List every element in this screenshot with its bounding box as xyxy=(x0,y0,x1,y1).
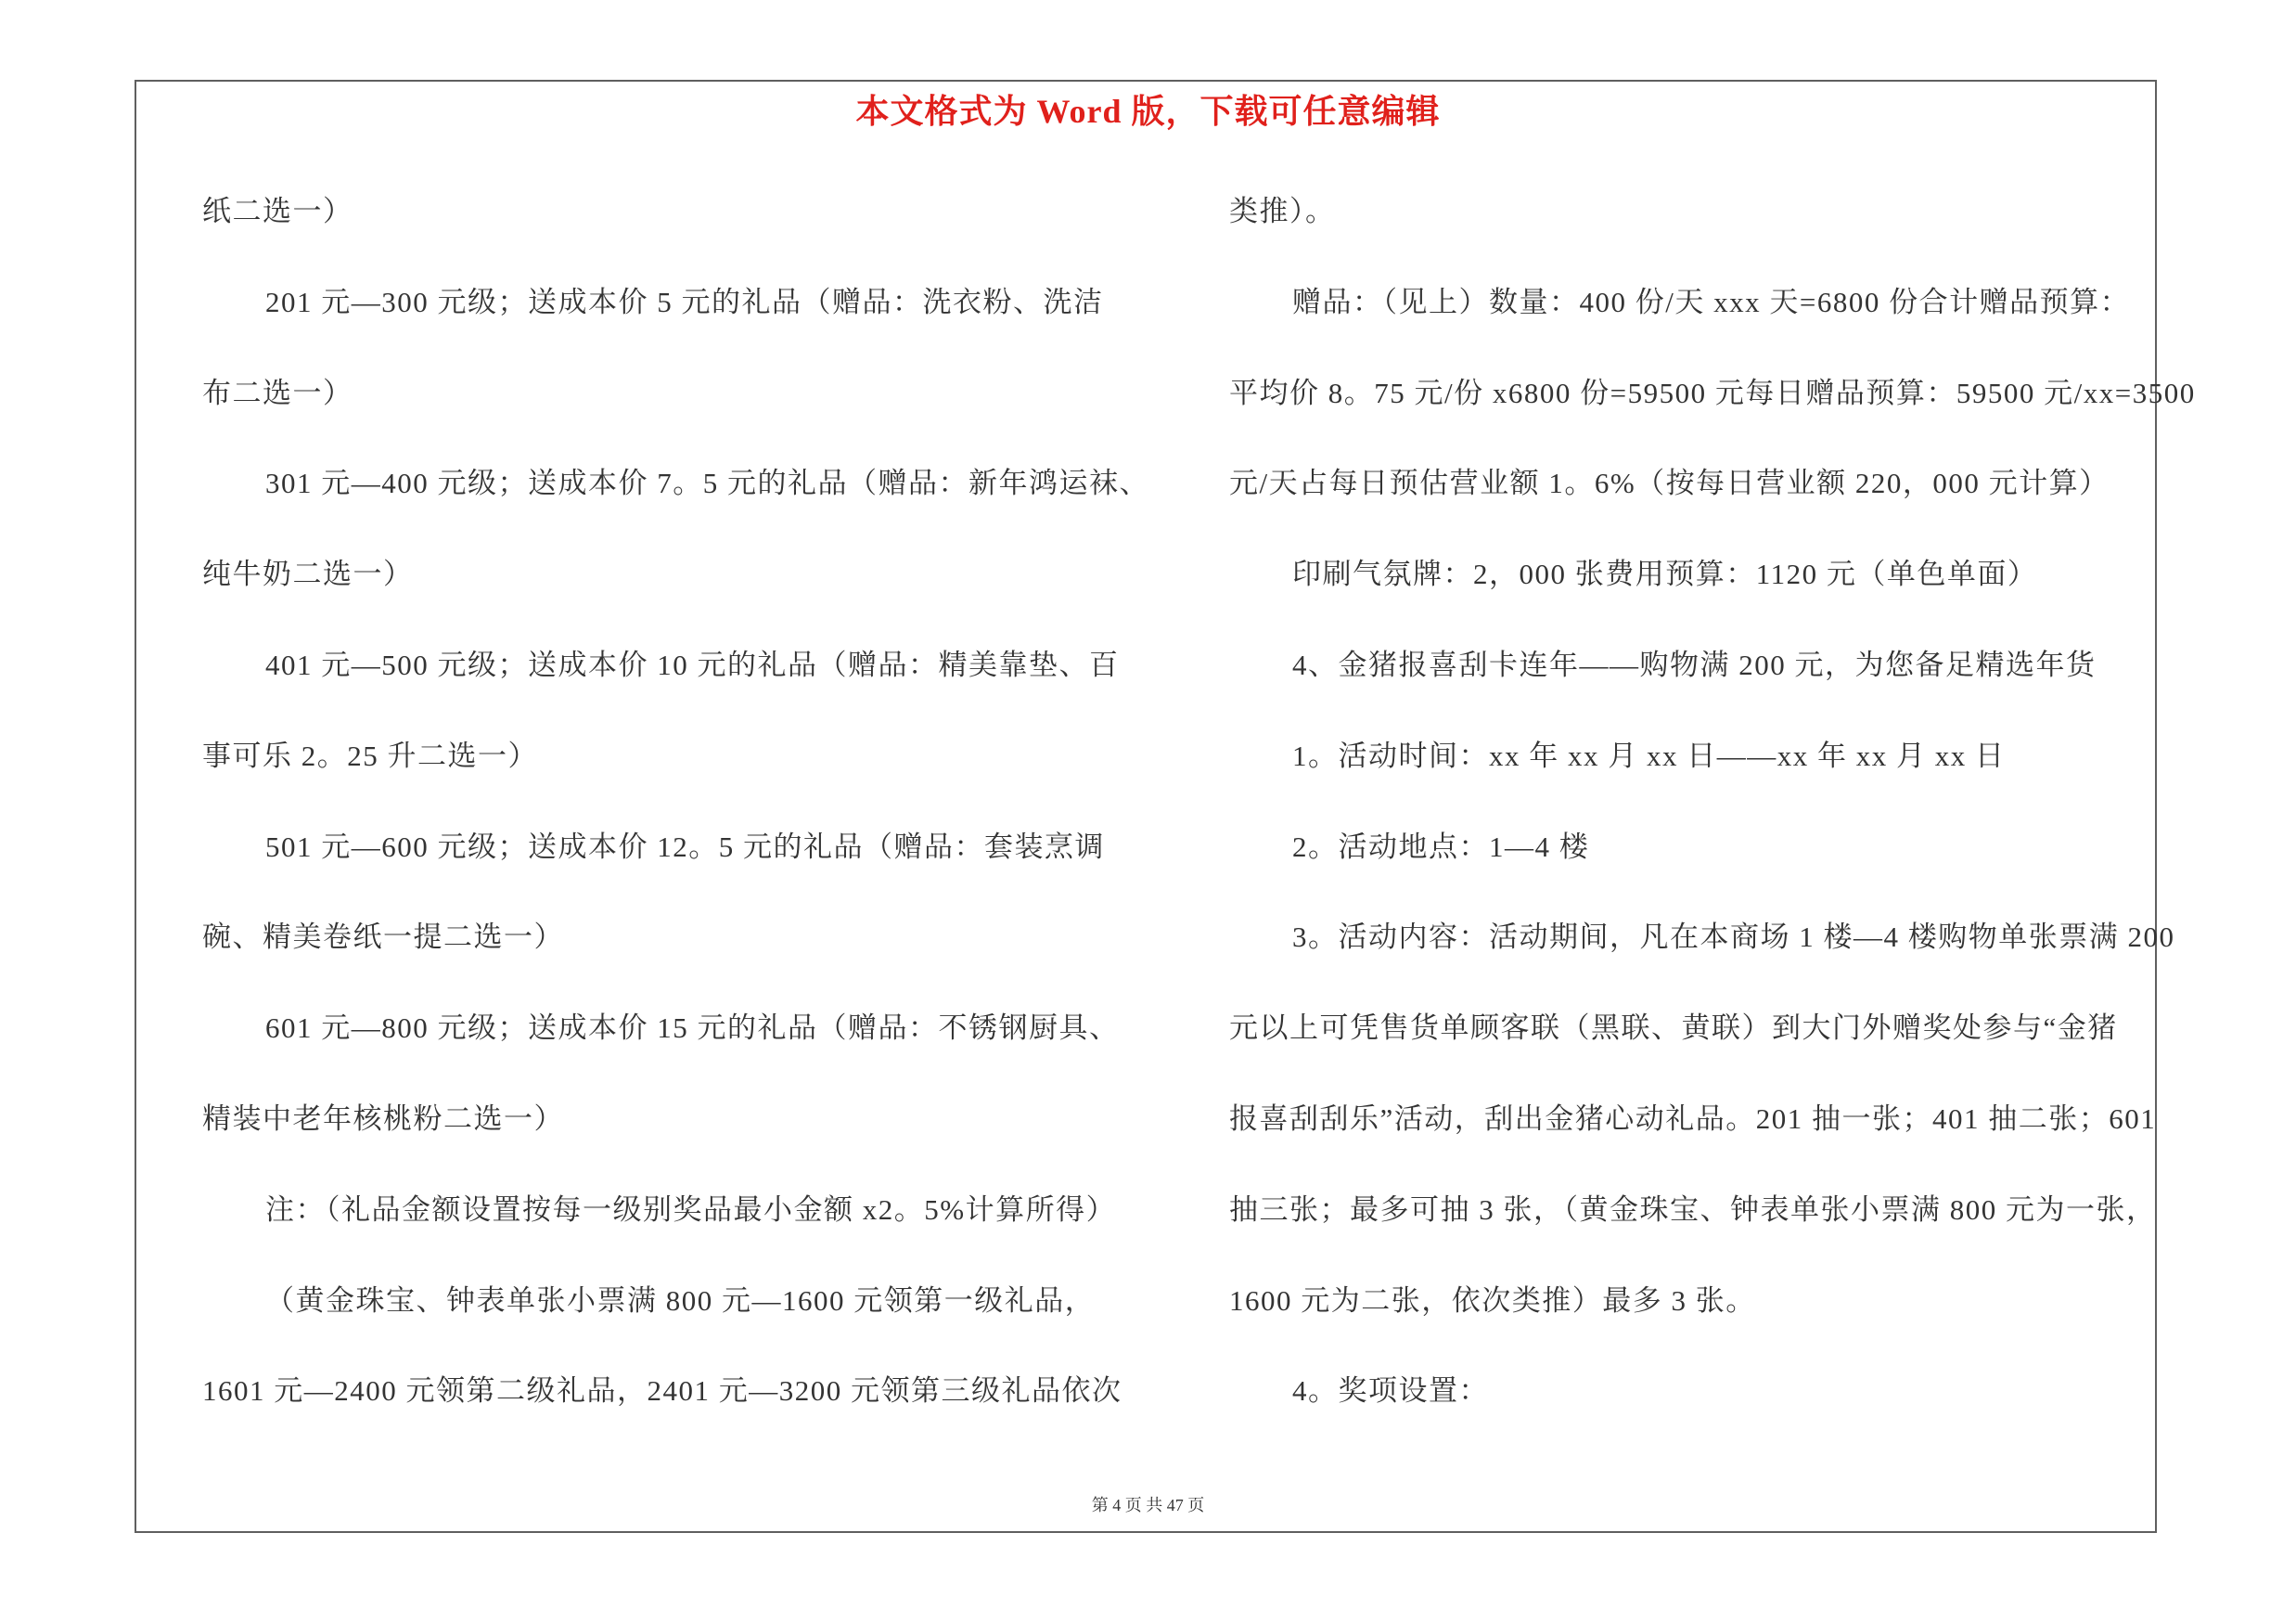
header-banner: 本文格式为 Word 版，下载可任意编辑 xyxy=(855,93,1441,130)
paragraph-line: 赠品：（见上）数量：400 份/天 xxx 天=6800 份合计赠品预算： xyxy=(1292,285,2131,318)
left-column xyxy=(202,184,1167,1454)
paragraph-line: 1600 元为二张，依次类推）最多 3 张。 xyxy=(1229,1283,1756,1317)
paragraph-line: （黄金珠宝、钟表单张小票满 800 元—1600 元领第一级礼品， xyxy=(265,1283,1096,1317)
paragraph-line: 印刷气氛牌：2，000 张费用预算：1120 元（单色单面） xyxy=(1292,558,2038,591)
paragraph-line: 2。活动地点：1—4 楼 xyxy=(1292,830,1590,863)
paragraph-line: 抽三张；最多可抽 3 张，（黄金珠宝、钟表单张小票满 800 元为一张， xyxy=(1229,1192,2157,1226)
paragraph-line: 元/天占每日预估营业额 1。6%（按每日营业额 220，000 元计算） xyxy=(1229,467,2110,500)
paragraph-line: 纯牛奶二选一） xyxy=(202,558,414,591)
paragraph-line: 3。活动内容：活动期间，凡在本商场 1 楼—4 楼购物单张票满 200 xyxy=(1292,921,2175,954)
paragraph-line: 201 元—300 元级；送成本价 5 元的礼品（赠品：洗衣粉、洗洁 xyxy=(265,285,1104,318)
paragraph-line: 报喜刮刮乐”活动，刮出金猪心动礼品。201 抽一张；401 抽二张；601 xyxy=(1229,1101,2157,1135)
paragraph-line: 元以上可凭售货单顾客联（黑联、黄联）到大门外赠奖处参与“金猪 xyxy=(1229,1011,2118,1045)
paragraph-line: 1。活动时间：xx 年 xx 月 xx 日——xx 年 xx 月 xx 日 xyxy=(1292,739,2006,772)
paragraph-line: 碗、精美卷纸一提二选一） xyxy=(202,921,564,954)
paragraph-line: 类推）。 xyxy=(1229,195,1336,227)
paragraph-line: 401 元—500 元级；送成本价 10 元的礼品（赠品：精美靠垫、百 xyxy=(265,648,1120,681)
paragraph-line: 事可乐 2。25 升二选一） xyxy=(202,739,538,772)
paragraph-line: 平均价 8。75 元/份 x6800 份=59500 元每日赠品预算：59500 元/xx=3500 xyxy=(1229,376,2196,409)
paragraph-line: 注：（礼品金额设置按每一级别奖品最小金额 x2。5%计算所得） xyxy=(265,1192,1117,1226)
page-footer: 第 4 页 共 47 页 xyxy=(1091,1496,1205,1514)
paragraph-line: 601 元—800 元级；送成本价 15 元的礼品（赠品：不锈钢厨具、 xyxy=(265,1011,1120,1045)
paragraph-line: 301 元—400 元级；送成本价 7。5 元的礼品（赠品：新年鸿运袜、 xyxy=(265,467,1149,500)
paragraph-line: 1601 元—2400 元领第二级礼品，2401 元—3200 元领第三级礼品依次 xyxy=(202,1374,1122,1408)
paragraph-line: 4、金猪报喜刮卡连年——购物满 200 元，为您备足精选年货 xyxy=(1292,648,2097,681)
paragraph-line: 精装中老年核桃粉二选一） xyxy=(202,1101,564,1135)
paragraph-line: 501 元—600 元级；送成本价 12。5 元的礼品（赠品：套装烹调 xyxy=(265,830,1105,863)
paragraph-line: 纸二选一） xyxy=(202,195,353,227)
right-column xyxy=(1229,184,2196,1454)
paragraph-line: 4。奖项设置： xyxy=(1292,1374,1489,1408)
paragraph-line: 布二选一） xyxy=(202,376,353,409)
